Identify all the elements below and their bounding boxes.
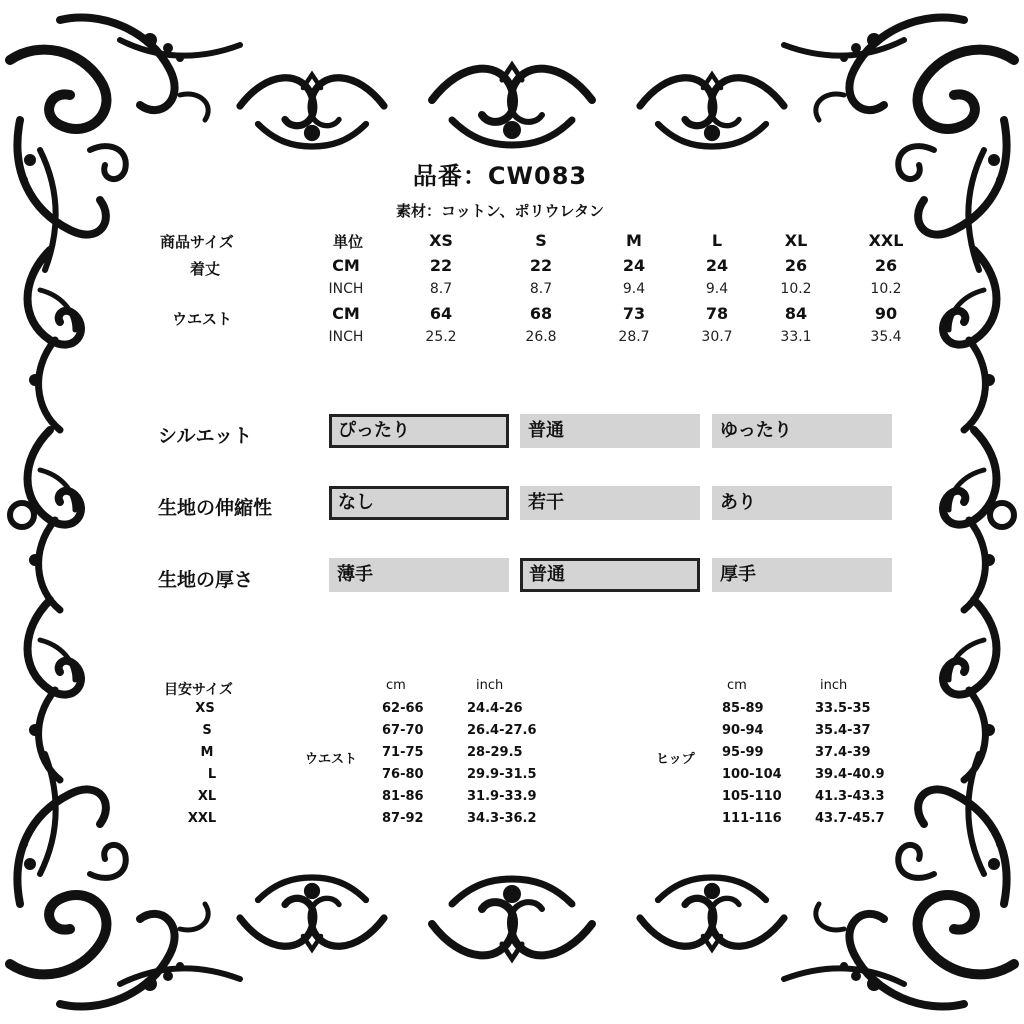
measure-label-waist: ウエスト (172, 310, 233, 328)
waist-cm-header: cm (386, 678, 406, 693)
hip-cm: 111-116 (722, 811, 782, 826)
hip-cm-header: cm (727, 678, 747, 693)
attr-label-stretch: 生地の伸縮性 (158, 497, 273, 519)
size-header: XS (429, 231, 453, 250)
hip-cm: 100-104 (722, 767, 782, 782)
waist-inch: 31.9-33.9 (467, 789, 537, 804)
cell-value: 33.1 (780, 329, 812, 345)
option-loose: ゆったり (712, 414, 892, 448)
measure-label-length: 着丈 (190, 260, 221, 278)
hip-label: ヒップ (656, 752, 695, 767)
waist-cm: 62-66 (382, 701, 424, 716)
waist-cm: 76-80 (382, 767, 424, 782)
cell-value: 9.4 (705, 281, 729, 297)
hip-inch: 43.7-45.7 (815, 811, 885, 826)
waist-inch-header: inch (476, 678, 504, 693)
product-code-title: 品番：CW083 (412, 162, 588, 190)
hip-inch: 35.4-37 (815, 723, 871, 738)
hip-inch: 41.3-43.3 (815, 789, 885, 804)
unit-cm: CM (332, 304, 360, 323)
cell-value: 28.7 (618, 329, 650, 345)
cell-value: 22 (529, 256, 553, 275)
size-header: L (711, 231, 723, 250)
reference-size: XL (197, 789, 217, 804)
waist-cm: 71-75 (382, 745, 424, 760)
option-none: なし (329, 486, 509, 520)
cell-value: 68 (529, 304, 553, 323)
cell-value: 24 (705, 256, 729, 275)
cell-value: 30.7 (701, 329, 733, 345)
unit-inch: INCH (328, 281, 364, 297)
attr-label-thickness: 生地の厚さ (158, 569, 254, 591)
attr-label-silhouette: シルエット (158, 425, 253, 447)
cell-value: 25.2 (425, 329, 457, 345)
option-medium: 普通 (520, 558, 700, 592)
waist-inch: 34.3-36.2 (467, 811, 537, 826)
option-normal: 普通 (520, 414, 700, 448)
hip-inch: 37.4-39 (815, 745, 871, 760)
waist-inch: 26.4-27.6 (467, 723, 537, 738)
size-header: M (626, 231, 642, 250)
size-table-label-header: 商品サイズ (160, 233, 234, 251)
cell-value: 8.7 (429, 281, 453, 297)
unit-cm: CM (332, 256, 360, 275)
hip-cm: 85-89 (722, 701, 764, 716)
hip-cm: 90-94 (722, 723, 764, 738)
option-thin: 薄手 (329, 558, 509, 592)
hip-inch: 39.4-40.9 (815, 767, 885, 782)
cell-value: 8.7 (529, 281, 553, 297)
hip-cm: 105-110 (722, 789, 782, 804)
cell-value: 26.8 (525, 329, 557, 345)
option-yes: あり (712, 486, 892, 520)
reference-size: S (202, 723, 212, 738)
cell-value: 10.2 (870, 281, 902, 297)
size-header: XXL (868, 231, 904, 250)
cell-value: 73 (622, 304, 646, 323)
hip-inch-header: inch (820, 678, 848, 693)
reference-size: XXL (187, 811, 217, 826)
cell-value: 78 (705, 304, 729, 323)
size-header: XL (784, 231, 808, 250)
material-line: 素材：コットン、ポリウレタン (396, 202, 604, 220)
cell-value: 26 (874, 256, 898, 275)
waist-inch: 28-29.5 (467, 745, 523, 760)
reference-header: 目安サイズ (164, 682, 233, 698)
cell-value: 24 (622, 256, 646, 275)
unit-inch: INCH (328, 329, 364, 345)
reference-size: L (207, 767, 217, 782)
option-thick: 厚手 (712, 558, 892, 592)
cell-value: 64 (429, 304, 453, 323)
cell-value: 35.4 (870, 329, 902, 345)
reference-size: M (200, 745, 214, 760)
cell-value: 22 (429, 256, 453, 275)
cell-value: 9.4 (622, 281, 646, 297)
size-table-unit-header: 単位 (332, 233, 364, 251)
cell-value: 90 (874, 304, 898, 323)
cell-value: 10.2 (780, 281, 812, 297)
hip-inch: 33.5-35 (815, 701, 871, 716)
size-header: S (535, 231, 547, 250)
waist-cm: 67-70 (382, 723, 424, 738)
waist-label: ウエスト (305, 752, 358, 767)
hip-cm: 95-99 (722, 745, 764, 760)
waist-cm: 81-86 (382, 789, 424, 804)
option-slight: 若干 (520, 486, 700, 520)
waist-inch: 29.9-31.5 (467, 767, 537, 782)
cell-value: 84 (784, 304, 808, 323)
cell-value: 26 (784, 256, 808, 275)
waist-cm: 87-92 (382, 811, 424, 826)
waist-inch: 24.4-26 (467, 701, 523, 716)
reference-size: XS (195, 701, 215, 716)
option-tight: ぴったり (329, 414, 509, 448)
